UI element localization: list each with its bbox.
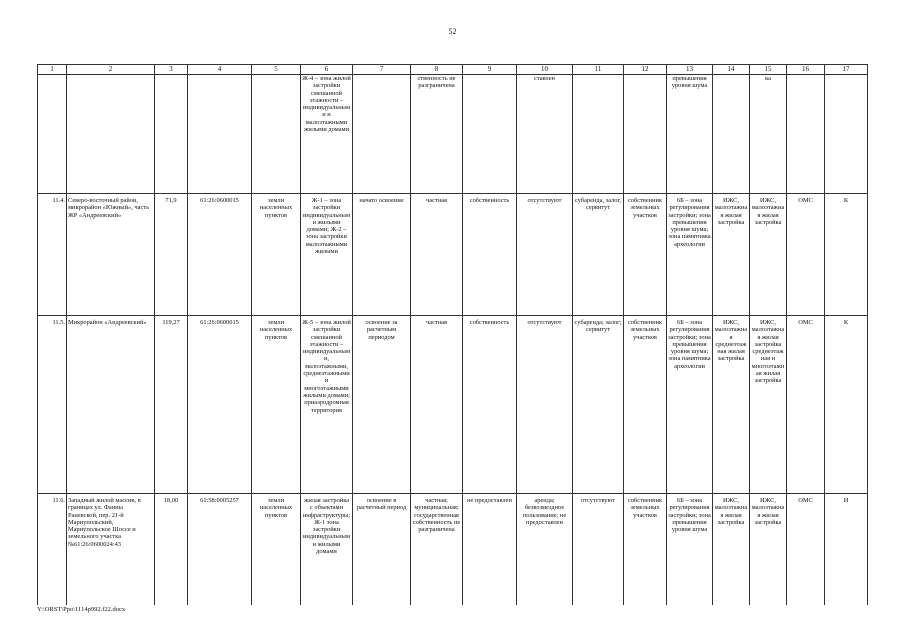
table-cell bbox=[573, 75, 624, 194]
table-cell bbox=[155, 75, 188, 194]
table-row bbox=[38, 75, 868, 194]
table-cell: освоение в расчетный период bbox=[353, 494, 411, 606]
table-cell: превышения уровня шума bbox=[667, 75, 713, 194]
table-cell bbox=[188, 75, 252, 194]
table-cell: ка bbox=[750, 75, 787, 194]
table-cell: собственник земельных участков bbox=[624, 194, 667, 316]
table-cell bbox=[624, 75, 667, 194]
table-row bbox=[38, 316, 868, 494]
table-cell: освоение за расчетным периодом bbox=[353, 316, 411, 494]
table-cell: частная; муниципальная; государственная собственность не разграничена bbox=[411, 494, 463, 606]
cadastral-quarter-cell: 61:58:0005257 bbox=[188, 494, 252, 606]
column-header: 14 bbox=[713, 65, 750, 75]
table-cell: ставлен bbox=[517, 75, 573, 194]
land-plots-table bbox=[37, 64, 868, 605]
column-header: 4 bbox=[188, 65, 252, 75]
column-header: 1 bbox=[38, 65, 67, 75]
table-cell: частная bbox=[411, 194, 463, 316]
table-cell bbox=[713, 75, 750, 194]
table-row bbox=[38, 494, 868, 606]
table-cell: отсутствуют bbox=[517, 316, 573, 494]
table-cell bbox=[787, 75, 825, 194]
location-cell: Северо-восточный район, микрорайон «Южный», часть ЖР «Андреевский» bbox=[67, 194, 155, 316]
cadastral-quarter-cell: 61:26:0600015 bbox=[188, 316, 252, 494]
table-cell: аренда; безвозмездное пользование; не предоставлен bbox=[517, 494, 573, 606]
column-header: 17 bbox=[825, 65, 868, 75]
table-cell: не предоставлен bbox=[463, 494, 517, 606]
table-cell: земли населенных пунктов bbox=[252, 316, 301, 494]
table-cell: Ж-4 – зона жилой застройки смешанной этажности – индивидуальными и малоэтажными жилыми домами bbox=[301, 75, 353, 194]
table-cell: ОМС bbox=[787, 316, 825, 494]
table-cell: 6Б – зона регулирования застройки; зона превышения уровня шума bbox=[667, 494, 713, 606]
table-cell: собственность bbox=[463, 316, 517, 494]
table-cell: ИЖС, малоэтажная жилая застройка bbox=[750, 494, 787, 606]
table-cell: субаренда, залог, сервитут bbox=[573, 194, 624, 316]
row-number: 11.6. bbox=[38, 494, 67, 606]
column-header: 12 bbox=[624, 65, 667, 75]
table-cell: земли населенных пунктов bbox=[252, 494, 301, 606]
table-cell: отсутствуют bbox=[573, 494, 624, 606]
table-cell bbox=[252, 75, 301, 194]
table-cell: Ж-1 – зона застройки индивидуальными жилыми домами; Ж-2 – зона застройки малоэтажными жилыми bbox=[301, 194, 353, 316]
table-cell bbox=[67, 75, 155, 194]
table-cell bbox=[825, 75, 868, 194]
table-cell: земли населенных пунктов bbox=[252, 194, 301, 316]
row-number: 11.5. bbox=[38, 316, 67, 494]
table-cell: ственность не разграничена bbox=[411, 75, 463, 194]
column-header: 11 bbox=[573, 65, 624, 75]
table-cell: ИЖС, малоэтажная жилая застройка среднеэтажная и многоэтажная жилая застройка bbox=[750, 316, 787, 494]
location-cell: Западный жилой массив, в границах ул. Фаины Раневской, пер. 21-й Мариупольский, Мариупольское Шоссе и земельного участка №61:26:0600024:43 bbox=[67, 494, 155, 606]
column-header: 10 bbox=[517, 65, 573, 75]
table-cell: отсутствуют bbox=[517, 194, 573, 316]
table-cell: 6Б – зона регулирования застройки; зона превышения уровня шума; зона памятника археологии bbox=[667, 194, 713, 316]
column-header: 13 bbox=[667, 65, 713, 75]
column-header: 8 bbox=[411, 65, 463, 75]
area-cell: 71,9 bbox=[155, 194, 188, 316]
cadastral-quarter-cell: 61:26:0600015 bbox=[188, 194, 252, 316]
column-header: 15 bbox=[750, 65, 787, 75]
row-number: 11.4. bbox=[38, 194, 67, 316]
table-cell: субаренда; залог; сервитут bbox=[573, 316, 624, 494]
table-cell: И bbox=[825, 494, 868, 606]
table-cell: 6Б – зона регулирования застройки; зона превышения уровня шума; зона памятника археологии bbox=[667, 316, 713, 494]
table-cell: ИЖС, малоэтажная среднеэтажная жилая застройка bbox=[713, 316, 750, 494]
table-cell: собственник земельных участков bbox=[624, 494, 667, 606]
area-cell: 18,00 bbox=[155, 494, 188, 606]
area-cell: 119,27 bbox=[155, 316, 188, 494]
table-cell: К bbox=[825, 316, 868, 494]
column-header: 7 bbox=[353, 65, 411, 75]
table-cell: ОМС bbox=[787, 494, 825, 606]
column-header: 9 bbox=[463, 65, 517, 75]
column-header: 3 bbox=[155, 65, 188, 75]
table-row bbox=[38, 194, 868, 316]
table-cell: собственность bbox=[463, 194, 517, 316]
table-cell bbox=[353, 75, 411, 194]
table-cell: собственник земельных участков bbox=[624, 316, 667, 494]
table-cell: жилая застройка с объектами инфраструктуры; Ж-1 зона застройки индивидуальными жилыми домами bbox=[301, 494, 353, 606]
column-header: 2 bbox=[67, 65, 155, 75]
page-number: 52 bbox=[448, 27, 457, 36]
location-cell: Микрорайон «Андреевский» bbox=[67, 316, 155, 494]
table-cell: ОМС bbox=[787, 194, 825, 316]
table-cell bbox=[463, 75, 517, 194]
table-cell bbox=[38, 75, 67, 194]
column-header: 5 bbox=[252, 65, 301, 75]
table-cell: Ж-5 – зона жилой застройки смешанной этажности – индивидуальными, малоэтажными, среднеэтажными и многоэтажными жилыми домами; приаэродромная территория bbox=[301, 316, 353, 494]
column-header: 16 bbox=[787, 65, 825, 75]
table-cell: частная bbox=[411, 316, 463, 494]
header-row bbox=[38, 65, 868, 75]
file-path-footer: Y:\ORST\Ppo\1114p992.f22.docx bbox=[37, 606, 126, 613]
table-cell: К bbox=[825, 194, 868, 316]
column-header: 6 bbox=[301, 65, 353, 75]
table-cell: ИЖС, малоэтажная жилая застройка bbox=[750, 194, 787, 316]
table-cell: начато освоение bbox=[353, 194, 411, 316]
table-cell: ИЖС, малоэтажная жилая застройка bbox=[713, 194, 750, 316]
table-cell: ИЖС, малоэтажная жилая застройка bbox=[713, 494, 750, 606]
